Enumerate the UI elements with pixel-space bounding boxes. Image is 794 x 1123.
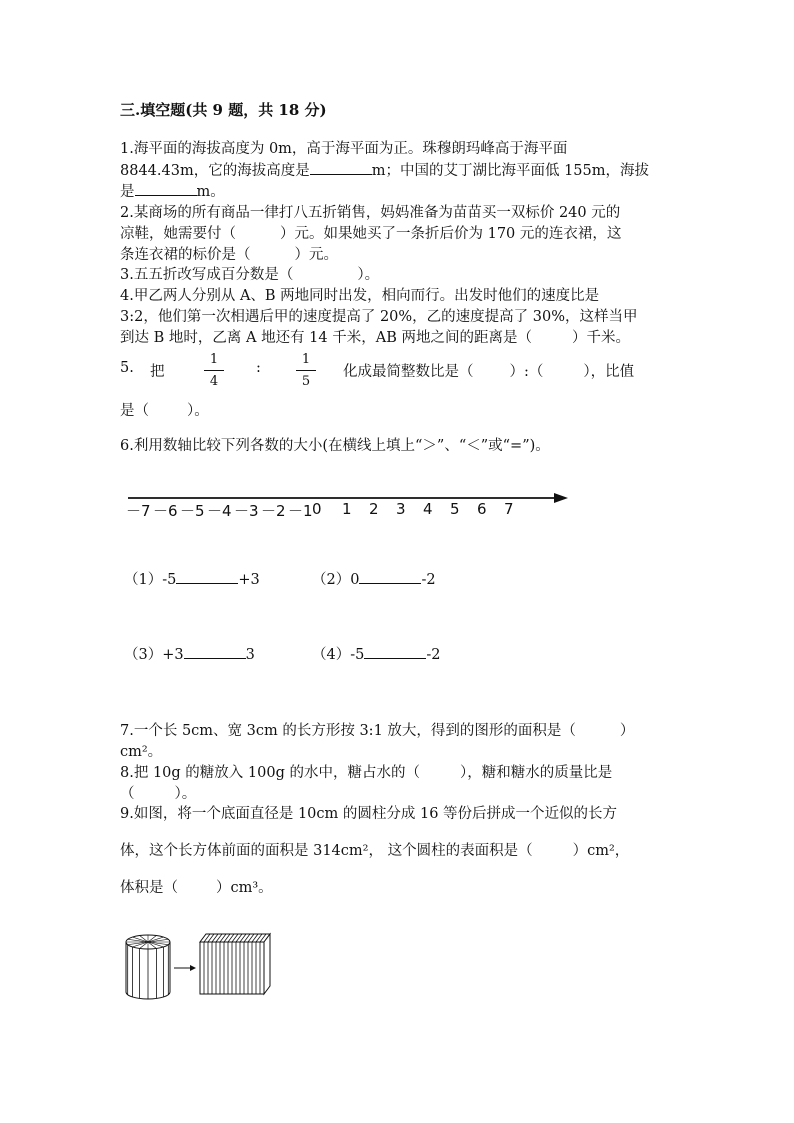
q2-line-1: 2.某商场的所有商品一律打八五折销售，妈妈准备为苗苗买一双标价 240 元的 xyxy=(120,205,621,221)
q1-line-3: 是 m。 xyxy=(120,180,225,201)
q9-line-3: 体积是（ ）cm³。 xyxy=(120,880,273,896)
q5-colon: : xyxy=(256,360,261,376)
arrow-icon xyxy=(174,965,196,971)
number-line-label: －6 xyxy=(153,502,178,520)
q7-line-2: cm²。 xyxy=(120,744,163,760)
q8-line-2: （ ）。 xyxy=(120,786,197,802)
number-line-label: －5 xyxy=(180,502,205,520)
q5-line-1-rest: 化成最简整数比是（ ）:（ ），比值 xyxy=(343,364,635,380)
answer-blank[interactable] xyxy=(184,644,246,659)
number-line-label: 5 xyxy=(450,500,460,518)
q6-instruction: 6.利用数轴比较下列各数的大小(在横线上填上“＞”、“＜”或“=”)。 xyxy=(120,438,550,454)
q1-line-1: 1.海平面的海拔高度为 0m，高于海平面为正。珠穆朗玛峰高于海平面 xyxy=(120,141,568,157)
number-line-label: 0 xyxy=(312,500,322,518)
q8-line-1: 8.把 10g 的糖放入 100g 的水中，糖占水的（ ），糖和糖水的质量比是 xyxy=(120,765,613,781)
q4-line-2: 3:2，他们第一次相遇后甲的速度提高了 20%，乙的速度提高了 30%，这样当甲 xyxy=(120,309,638,325)
cylinder-to-cuboid-figure xyxy=(118,928,278,1000)
comparison-2: （2）0 -2 xyxy=(312,568,436,589)
comparison-4: （4）-5 -2 xyxy=(312,643,440,664)
number-line-label: 4 xyxy=(423,500,433,518)
number-line-label: 1 xyxy=(342,500,352,518)
number-line-label: －3 xyxy=(234,502,259,520)
q9-line-1: 9.如图，将一个底面直径是 10cm 的圆柱分成 16 等份后拼成一个近似的长方 xyxy=(120,806,618,822)
answer-blank[interactable] xyxy=(359,569,421,584)
answer-blank[interactable] xyxy=(135,181,197,196)
fraction-one-quarter: 1 4 xyxy=(204,352,224,389)
comparison-1: （1）-5 +3 xyxy=(124,568,260,589)
number-line-label: 7 xyxy=(504,500,514,518)
number-line-label: 3 xyxy=(396,500,406,518)
number-line-label: 2 xyxy=(369,500,379,518)
comparison-3: （3）+3 3 xyxy=(124,643,255,664)
answer-blank[interactable] xyxy=(364,644,426,659)
q5-line-2: 是（ ）。 xyxy=(120,403,209,419)
fraction-one-fifth: 1 5 xyxy=(296,352,316,389)
q5-ba: 把 xyxy=(150,364,165,380)
number-line-arrow xyxy=(554,493,568,503)
q1-line-2: 8844.43m，它的海拔高度是 m；中国的艾丁湖比海平面低 155m，海拔 xyxy=(120,159,649,180)
number-line-label: 6 xyxy=(477,500,487,518)
q2-line-2: 凉鞋，她需要付（ ）元。如果她买了一条折后价为 170 元的连衣裙，这 xyxy=(120,226,622,242)
answer-blank[interactable] xyxy=(310,160,372,175)
section-title: 三.填空题(共 9 题，共 18 分) xyxy=(120,101,327,119)
q9-line-2: 体，这个长方体前面的面积是 314cm²， 这个圆柱的表面积是（ ）cm²， xyxy=(120,843,630,859)
q2-line-3: 条连衣裙的标价是（ ）元。 xyxy=(120,247,338,263)
q7-line-1: 7.一个长 5cm、宽 3cm 的长方形按 3:1 放大，得到的图形的面积是（ ） xyxy=(120,723,635,739)
question-3: 3.五五折改写成百分数是（ ）。 xyxy=(120,267,380,283)
q5-number: 5. xyxy=(120,360,134,376)
number-line-label: －7 xyxy=(126,502,151,520)
cylinder-illustration xyxy=(126,935,170,999)
number-line-label: －1 xyxy=(288,502,313,520)
number-line-label: －4 xyxy=(207,502,232,520)
cuboid-illustration xyxy=(200,934,270,994)
q4-line-1: 4.甲乙两人分别从 A、B 两地同时出发，相向而行。出发时他们的速度比是 xyxy=(120,288,600,304)
q4-line-3: 到达 B 地时，乙离 A 地还有 14 千米，AB 两地之间的距离是（ ）千米。 xyxy=(120,330,630,346)
answer-blank[interactable] xyxy=(176,569,238,584)
number-line-label: －2 xyxy=(261,502,286,520)
